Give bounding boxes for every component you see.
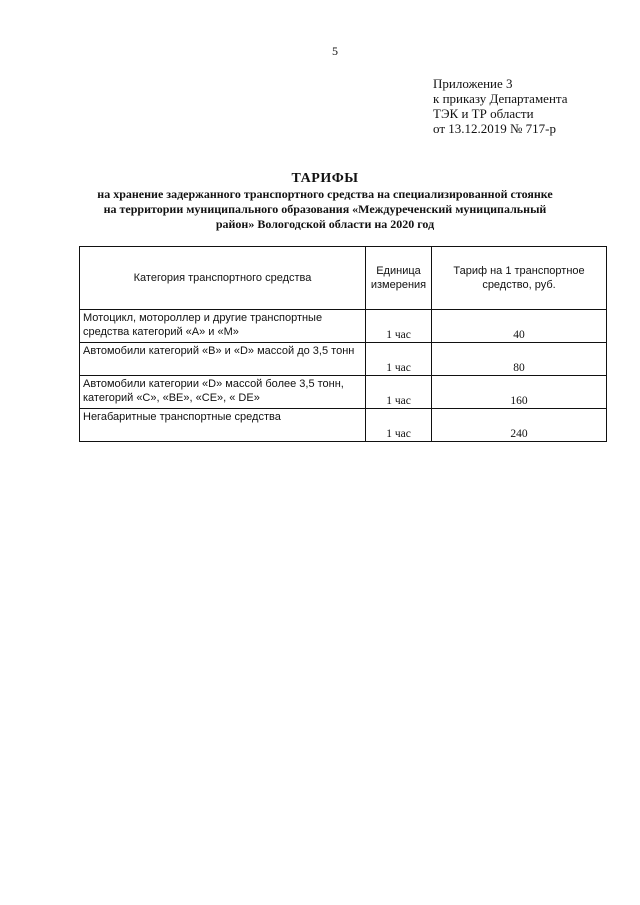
title-main: ТАРИФЫ — [291, 171, 359, 186]
row-tariff: 240 — [432, 409, 607, 442]
row-tariff: 80 — [432, 343, 607, 376]
row-unit: 1 час — [366, 343, 432, 376]
appendix-line-1: Приложение 3 — [433, 76, 513, 91]
row-category: Автомобили категорий «В» и «D» массой до 3,5 тонн — [80, 343, 366, 376]
row-tariff: 40 — [432, 310, 607, 343]
page-number: 5 — [332, 44, 338, 58]
title-line-3: район» Вологодской области на 2020 год — [215, 217, 435, 231]
title-line-2: на территории муниципального образования «Междуреченский муниципальный — [103, 202, 547, 216]
row-unit: 1 час — [366, 409, 432, 442]
row-category: Негабаритные транспортные средства — [80, 409, 366, 442]
row-category: Мотоцикл, мотороллер и другие транспортные средства категорий «А» и «М» — [80, 310, 366, 343]
row-category: Автомобили категории «D» массой более 3,5 тонн, категорий «С», «ВЕ», «СЕ», « DE» — [80, 376, 366, 409]
header-category: Категория транспортного средства — [80, 247, 366, 310]
appendix-line-2: к приказу Департамента — [433, 91, 568, 106]
row-tariff: 160 — [432, 376, 607, 409]
header-tariff: Тариф на 1 транспортное средство, руб. — [432, 247, 607, 310]
appendix-line-4: от 13.12.2019 № 717-р — [433, 121, 556, 136]
table-row — [80, 310, 607, 343]
appendix-line-3: ТЭК и ТР области — [433, 106, 534, 121]
title-line-1: на хранение задержанного транспортного средства на специализированной стоянке — [97, 187, 553, 201]
header-unit: Единица измерения — [366, 247, 432, 310]
row-unit: 1 час — [366, 310, 432, 343]
table-header-row — [80, 247, 607, 310]
row-unit: 1 час — [366, 376, 432, 409]
table-row — [80, 376, 607, 409]
tariffs-table — [79, 246, 607, 442]
table-row — [80, 409, 607, 442]
document-title — [75, 171, 575, 232]
table-row — [80, 343, 607, 376]
appendix-reference — [433, 76, 568, 136]
